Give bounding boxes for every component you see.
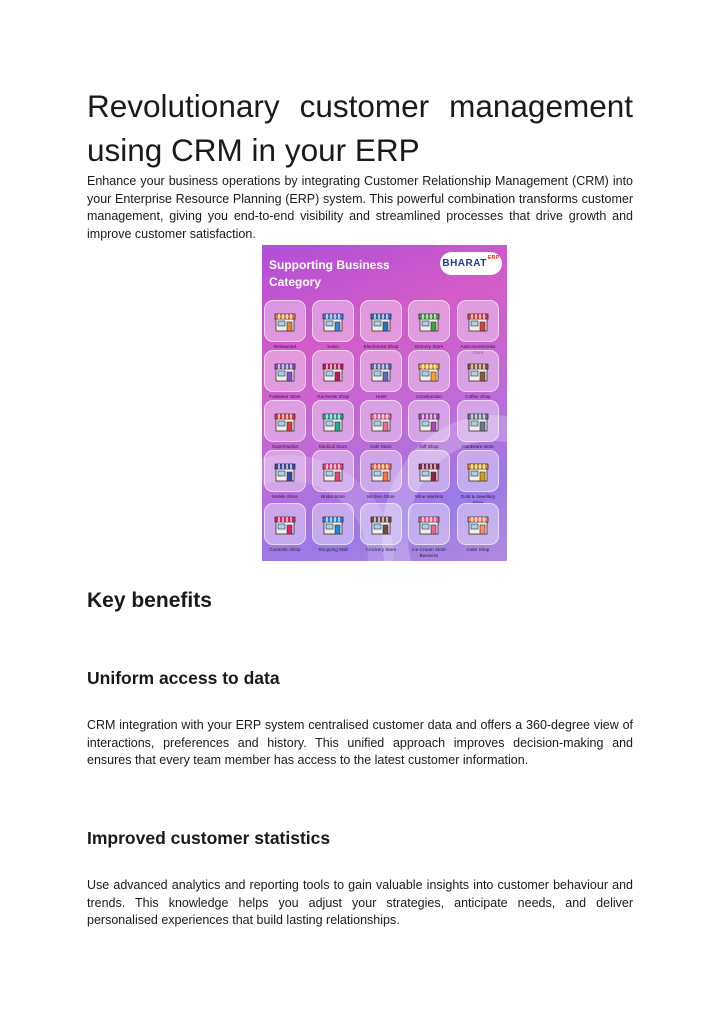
restaurant-icon [273,310,297,332]
bharat-erp-logo [440,252,502,275]
jewellery-store-icon [466,460,490,482]
hotel-icon [369,360,393,382]
logo-superscript: ERP [487,254,500,261]
key-benefits-heading: Key benefits [87,589,212,612]
category-icon-box [360,400,402,442]
category-tile [263,350,307,400]
category-icon-box [408,450,450,492]
category-tile [456,450,500,505]
category-label: Coffee Shop [465,394,491,399]
category-tile [407,350,451,400]
category-tile [311,300,355,350]
category-label: Shopping Mall [318,547,348,552]
section-body-customer-statistics: Use advanced analytics and reporting tools to gain valuable insights into customer behaviour and trends. This knowledge helps you adjust your strategies, anticipate needs, and deliver personalised experiences that build lasting relationships. [87,878,633,928]
category-label: Salon [327,344,339,349]
section-heading-customer-statistics: Improved customer statistics [87,828,331,848]
business-category-infographic [262,245,507,561]
category-label: Restaurant [273,344,297,349]
category-label: Hardware store [462,444,494,449]
category-label: Cake Shop [466,547,490,552]
supermarket-icon [273,410,297,432]
category-tile [456,400,500,450]
gift-shop-icon [417,410,441,432]
category-tile [456,503,500,553]
category-icon-box [360,503,402,545]
category-icon-box [312,300,354,342]
category-tile [359,300,403,350]
category-label: Construction [416,394,442,399]
category-icon-box [408,503,450,545]
category-label: Kitchen Store [367,494,395,499]
category-icon-box [457,503,499,545]
category-icon-box [408,300,450,342]
electronics-shop-icon [369,310,393,332]
ice-cream-store-icon [417,513,441,535]
category-label: Kids Store [370,444,392,449]
category-label: Footwear Store [269,394,301,399]
category-icon-box [408,350,450,392]
category-label: Gold & Jewellery Store [460,494,496,505]
category-label: Ice-Cream Store Business [412,547,446,558]
hardware-store-icon [466,410,490,432]
category-tile [311,450,355,500]
wine-markets-icon [417,460,441,482]
auto-accessories-icon [466,310,490,332]
category-tile [407,300,451,350]
category-icon-box [264,400,306,442]
category-label: Bridal Store [320,494,345,499]
section-body-uniform-access: CRM integration with your ERP system centralised customer data and offers a 360-degree view of interactions, preferences and history. This unified approach improves decision-making and ensures that every team member has access to the latest customer information. [87,718,633,768]
category-icon-box [457,400,499,442]
category-tile [311,503,355,553]
category-tile [407,400,451,450]
construction-icon [417,360,441,382]
category-icon-box [457,300,499,342]
shopping-mall-icon [321,513,345,535]
category-tile [359,400,403,450]
category-label: Electronics Shop [363,344,399,349]
kitchen-store-icon [369,460,393,482]
category-icon-box [312,400,354,442]
category-tile [311,350,355,400]
category-icon-box [312,450,354,492]
category-tile [407,450,451,500]
category-tile [263,300,307,350]
cosmetic-shop-icon [273,513,297,535]
category-label: Supermarket [271,444,299,449]
crockery-store-icon [369,513,393,535]
category-tile [456,300,500,355]
category-tile [456,350,500,400]
footwear-store-icon [273,360,297,382]
coffee-shop-icon [466,360,490,382]
page-title: Revolutionary customer management using CRM in your ERP [87,88,633,168]
category-tile [263,450,307,500]
intro-paragraph: Enhance your business operations by integrating Customer Relationship Management (CRM) into your Enterprise Resource Planning (ERP) system. This powerful combination transforms customer management, giving you end-to-end visibility and streamlined processes that drive growth and improve customer satisfaction. [87,174,633,241]
category-icon-box [360,450,402,492]
bridal-store-icon [321,460,345,482]
category-tile [263,400,307,450]
category-icon-box [264,503,306,545]
category-label: Cosmetic Shop [269,547,301,552]
category-icon-box [312,350,354,392]
category-label: Grocery Store [414,344,444,349]
category-label: Crockery Store [365,547,397,552]
category-icon-box [264,300,306,342]
infographic-title: Supporting Business Category [269,258,390,289]
category-tile [311,400,355,450]
mobile-store-icon [273,460,297,482]
category-icon-box [360,350,402,392]
grocery-store-icon [417,310,441,332]
category-icon-box [457,450,499,492]
category-tile [359,350,403,400]
category-tile [359,450,403,500]
category-label: Hotel [375,394,387,399]
category-label: Auto accessories Store [460,344,496,355]
kids-store-icon [369,410,393,432]
category-tile [407,503,451,558]
category-tile [359,503,403,553]
category-icon-box [264,350,306,392]
logo-text: BHARAT [442,258,487,269]
category-icon-box [457,350,499,392]
cake-shop-icon [466,513,490,535]
category-label: Wine Markets [414,494,444,499]
garments-shop-icon [321,360,345,382]
category-label: Mobile Store [272,494,298,499]
category-label: Medical Store [318,444,348,449]
category-tile [263,503,307,553]
category-icon-box [264,450,306,492]
section-heading-uniform-access: Uniform access to data [87,668,280,688]
category-label: Garments Shop [316,394,350,399]
salon-icon [321,310,345,332]
category-icon-box [408,400,450,442]
category-icon-box [312,503,354,545]
medical-store-icon [321,410,345,432]
category-icon-box [360,300,402,342]
category-label: Gift Shop [419,444,439,449]
